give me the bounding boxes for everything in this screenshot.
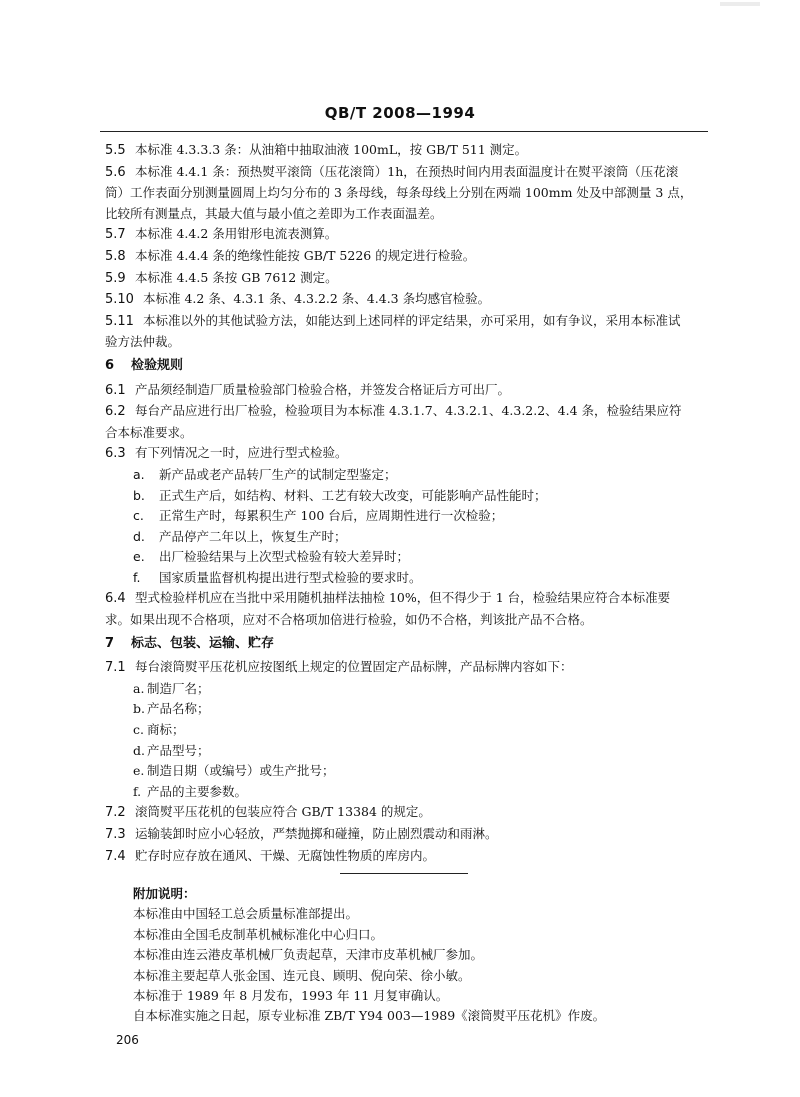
clause-number: 5.6 bbox=[105, 164, 126, 180]
clause-line bbox=[105, 311, 717, 333]
clause-line bbox=[105, 289, 717, 311]
additional-notes bbox=[133, 884, 693, 1027]
list-7-1 bbox=[105, 679, 717, 803]
notes-title: 附加说明： bbox=[133, 886, 196, 901]
clause-line bbox=[105, 140, 717, 162]
section-6-heading bbox=[105, 356, 717, 377]
clause-text: 验方法仲裁。 bbox=[105, 334, 181, 350]
note-line: 本标准于 1989 年 8 月发布，1993 年 11 月复审确认。 bbox=[133, 988, 449, 1004]
clause-7-1 bbox=[105, 657, 717, 679]
list-marker: c. bbox=[133, 722, 144, 738]
list-item bbox=[105, 741, 717, 762]
list-item-text: 产品型号； bbox=[147, 742, 210, 758]
clause-line bbox=[105, 824, 717, 846]
list-item-text: 产品名称； bbox=[147, 701, 210, 717]
clause-text: 本标准 4.3.3.3 条：从油箱中抽取油液 100mL，按 GB/T 511 测定。 bbox=[135, 142, 528, 157]
clause-text: 型式检验样机应在当批中采用随机抽样法抽检 10%，但不得少于 1 台，检验结果应符合本标准要 bbox=[135, 590, 671, 606]
clause-text: 运输装卸时应小心轻放，严禁抛掷和碰撞，防止剧烈震动和雨淋。 bbox=[135, 826, 498, 841]
clause-line bbox=[105, 802, 717, 824]
list-item bbox=[105, 527, 717, 548]
clause-continuation-line bbox=[105, 610, 717, 631]
clause-line bbox=[105, 443, 717, 465]
section-title: 检验规则 bbox=[131, 357, 184, 373]
list-marker: b. bbox=[133, 487, 145, 503]
list-item-text: 正常生产时，每累积生产 100 台后，应周期性进行一次检验； bbox=[159, 508, 504, 524]
clause-line bbox=[105, 380, 717, 402]
clause-text: 本标准以外的其他试验方法，如能达到上述同样的评定结果，亦可采用，如有争议，采用本标准试 bbox=[143, 312, 681, 328]
list-item-text: 国家质量监督机构提出进行型式检验的要求时。 bbox=[159, 569, 422, 585]
clause-number: 5.8 bbox=[105, 248, 126, 264]
clause-text: 本标准 4.4.2 条用钳形电流表测算。 bbox=[135, 226, 338, 242]
clause-text: 每台产品应进行出厂检验，检验项目为本标准 4.3.1.7、4.3.2.1、4.3.2.2、4.4 条，检验结果应符 bbox=[135, 403, 682, 419]
list-item bbox=[105, 679, 717, 700]
list-item bbox=[105, 465, 717, 486]
list-marker: b. bbox=[133, 701, 145, 717]
list-item-text: 出厂检验结果与上次型式检验有较大差异时； bbox=[159, 549, 410, 565]
section-number: 7 bbox=[105, 635, 115, 651]
list-item-text: 产品的主要参数。 bbox=[147, 783, 248, 799]
clause-text: 本标准 4.2 条、4.3.1 条、4.3.2.2 条、4.4.3 条均感官检验。 bbox=[143, 291, 491, 307]
clauses-section-6 bbox=[105, 380, 717, 465]
clause-number: 5.9 bbox=[105, 270, 126, 286]
list-marker: a. bbox=[133, 466, 145, 482]
list-marker: d. bbox=[133, 742, 145, 758]
clause-number: 5.5 bbox=[105, 143, 126, 158]
list-item bbox=[105, 568, 717, 589]
scan-artifact bbox=[720, 2, 760, 6]
page-number: 206 bbox=[116, 1033, 139, 1047]
list-item bbox=[105, 761, 717, 782]
list-item bbox=[105, 699, 717, 720]
end-rule bbox=[340, 873, 468, 874]
note-line: 本标准主要起草人张金国、连元良、顾明、倪向荣、徐小敏。 bbox=[133, 967, 471, 983]
clause-line bbox=[105, 224, 717, 246]
note-line: 本标准由全国毛皮制革机械标准化中心归口。 bbox=[133, 926, 384, 942]
clause-continuation-line bbox=[105, 183, 717, 204]
clause-number: 7.3 bbox=[105, 827, 126, 842]
section-number: 6 bbox=[105, 357, 115, 373]
clause-line bbox=[105, 401, 717, 423]
list-item bbox=[105, 486, 717, 507]
list-marker: d. bbox=[133, 528, 145, 544]
list-marker: a. bbox=[133, 680, 145, 696]
clause-text: 贮存时应存放在通风、干燥、无腐蚀性物质的库房内。 bbox=[135, 847, 436, 863]
clause-text: 产品须经制造厂质量检验部门检验合格，并签发合格证后方可出厂。 bbox=[135, 381, 511, 397]
document-body bbox=[105, 140, 717, 867]
note-line: 本标准由中国轻工总会质量标准部提出。 bbox=[133, 906, 359, 922]
list-item-text: 制造厂名； bbox=[147, 680, 210, 696]
section-title: 标志、包装、运输、贮存 bbox=[131, 635, 275, 651]
clause-6-4 bbox=[105, 588, 717, 630]
clause-text: 合本标准要求。 bbox=[105, 424, 193, 440]
clause-number: 7.1 bbox=[105, 660, 126, 676]
clause-line bbox=[105, 246, 717, 268]
clause-text: 比较所有测量点，其最大值与最小值之差即为工作表面温差。 bbox=[105, 205, 443, 221]
clause-text: 每台滚筒熨平压花机应按图纸上规定的位置固定产品标牌，产品标牌内容如下： bbox=[135, 659, 573, 675]
clauses-section-5 bbox=[105, 140, 717, 353]
clause-continuation-line bbox=[105, 423, 717, 444]
clause-number: 5.10 bbox=[105, 292, 134, 308]
clause-continuation-line bbox=[105, 332, 717, 353]
list-item-text: 正式生产后，如结构、材料、工艺有较大改变，可能影响产品性能时； bbox=[159, 487, 547, 503]
list-marker: c. bbox=[133, 508, 144, 524]
clauses-section-7-tail bbox=[105, 802, 717, 867]
list-marker: e. bbox=[133, 763, 145, 779]
notes-body bbox=[133, 904, 693, 1026]
clause-text: 本标准 4.4.5 条按 GB 7612 测定。 bbox=[135, 269, 338, 285]
clause-text: 筒）工作表面分别测量圆周上均匀分布的 3 条母线，每条母线上分别在两端 100mm 处及中部测量 3 点， bbox=[105, 185, 693, 201]
header-rule bbox=[100, 131, 708, 132]
clause-number: 5.11 bbox=[105, 313, 134, 329]
list-item bbox=[105, 547, 717, 568]
list-item-text: 新产品或老产品转厂生产的试制定型鉴定； bbox=[159, 466, 397, 482]
clause-number: 7.4 bbox=[105, 848, 126, 864]
clause-line bbox=[105, 162, 717, 184]
clause-number: 6.1 bbox=[105, 382, 126, 398]
list-marker: e. bbox=[133, 549, 145, 565]
clause-text: 滚筒熨平压花机的包装应符合 GB/T 13384 的规定。 bbox=[135, 804, 431, 820]
list-item bbox=[105, 506, 717, 527]
section-7-heading bbox=[105, 634, 717, 655]
clause-number: 6.4 bbox=[105, 591, 126, 607]
page-header-standard-code: QB/T 2008—1994 bbox=[324, 104, 476, 122]
clause-line bbox=[105, 846, 717, 868]
list-item bbox=[105, 720, 717, 741]
clause-continuation-line bbox=[105, 204, 717, 225]
clause-line bbox=[105, 588, 717, 610]
list-6-3 bbox=[105, 465, 717, 589]
list-item-text: 商标； bbox=[147, 722, 185, 738]
clause-text: 有下列情况之一时，应进行型式检验。 bbox=[135, 445, 348, 461]
note-line: 本标准由连云港皮革机械厂负责起草，天津市皮革机械厂参加。 bbox=[133, 947, 484, 963]
clause-line bbox=[105, 268, 717, 290]
clause-number: 6.3 bbox=[105, 446, 126, 462]
clause-number: 5.7 bbox=[105, 227, 126, 243]
clause-number: 6.2 bbox=[105, 404, 126, 420]
list-marker: f. bbox=[133, 783, 142, 799]
list-marker: f. bbox=[133, 569, 141, 585]
list-item-text: 产品停产二年以上，恢复生产时； bbox=[159, 528, 347, 544]
clause-line bbox=[105, 657, 717, 679]
clause-text: 本标准 4.4.4 条的绝缘性能按 GB/T 5226 的规定进行检验。 bbox=[135, 247, 476, 263]
clause-text: 求。如果出现不合格项，应对不合格项加倍进行检验，如仍不合格，判该批产品不合格。 bbox=[105, 612, 593, 628]
clause-number: 7.2 bbox=[105, 805, 126, 821]
note-line: 自本标准实施之日起，原专业标准 ZB/T Y94 003—1989《滚筒熨平压花机》作废。 bbox=[133, 1008, 606, 1024]
clause-text: 本标准 4.4.1 条：预热熨平滚筒（压花滚筒）1h，在预热时间内用表面温度计在熨平滚筒（压花滚 bbox=[135, 163, 679, 179]
list-item-text: 制造日期（或编号）或生产批号； bbox=[147, 763, 335, 779]
list-item bbox=[105, 782, 717, 803]
